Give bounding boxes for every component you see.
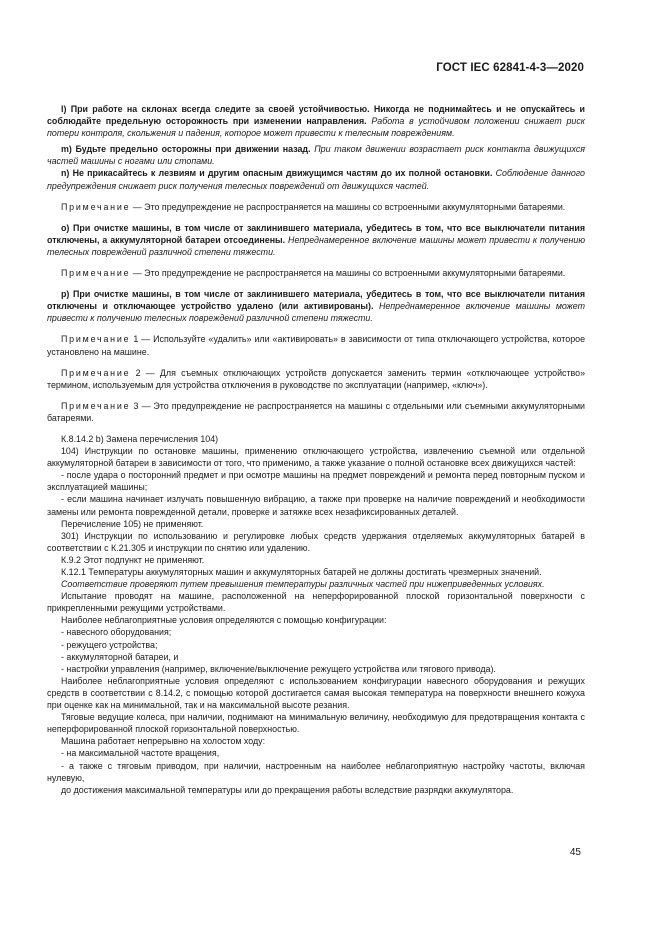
note-1-text: — Это предупреждение не распространяется на машины со встроенными аккумуляторными батареями. bbox=[132, 201, 566, 212]
item-l-bold: l) При работе на склонах всегда следите за своей устойчивостью. Никогда не поднимайтесь и не опускайтесь и соблюдайте предельную осторожность при изменении направления. bbox=[47, 104, 585, 127]
document-header: ГОСТ IEC 62841-4-3—2020 bbox=[436, 62, 584, 74]
item-m bbox=[47, 143, 585, 167]
compliance-text bbox=[47, 578, 585, 590]
note-label: Примечание bbox=[61, 201, 131, 212]
note-p3-text: 3 — Это предупреждение не распространяется на машины с отдельными или съемными аккумуляторными батареями. bbox=[47, 400, 586, 423]
note-2 bbox=[47, 267, 585, 279]
until-para: до достижения максимальной температуры или до прекращения работы вследствие разрядки аккумулятора. bbox=[61, 784, 514, 795]
list-item: - после удара о посторонний предмет и при осмотре машины на предмет повреждений и ремонта перед повторным пуском и эксплуатацией машины; bbox=[47, 470, 585, 493]
item-n bbox=[47, 167, 585, 191]
item-o-bold: o) При очистке машины, в том числе от заклинившего материала, убедитесь в том, что все выключатели питания отключены, а аккумуляторной батареи отсоединены. bbox=[47, 222, 585, 245]
note-label: Примечание bbox=[61, 268, 131, 279]
page-number: 45 bbox=[569, 847, 581, 858]
note-p2-text: 2 — Для съемных отключающих устройств допускается заменить термин «отключающее устройство» термином, используемым для устройства отключения в руководстве по эксплуатации (например, «ключ»). bbox=[47, 367, 586, 390]
clause-k8142: К.8.14.2 b) Замена перечисления 104) bbox=[61, 433, 219, 444]
item-m-italic: При таком движении возрастает риск контакта движущихся частей машины с ногами или стопами. bbox=[47, 144, 585, 167]
list-item: - на максимальной частоте вращения, bbox=[61, 748, 220, 759]
item-p bbox=[47, 288, 585, 324]
note-p1-text: 1 — Используйте «удалить» или «активировать» в зависимости от типа отключающего устройства, которое установлено на машине. bbox=[47, 334, 585, 357]
item-o bbox=[47, 222, 585, 258]
para-301: 301) Инструкции по использованию и регулировке любых средств удержания отделяемых аккумуляторных батарей в соответствии с К.21.305 и инструкции по снятию или удалению. bbox=[47, 530, 585, 553]
item-o-italic: Непреднамеренное включение машины может привести к получению телесных повреждений различной степени тяжести. bbox=[47, 234, 586, 257]
item-l-italic: Работа в устойчивом положении снижает риск потери контроля, скольжения и падения, которое может привести к телесным повреждениям. bbox=[47, 116, 585, 139]
clause-k121: К.12.1 Температуры аккумуляторных машин и аккумуляторных батарей не должны достигать чрезмерных значений. bbox=[61, 567, 542, 577]
clause-k92: К.9.2 Этот подпункт не применяют. bbox=[61, 554, 205, 565]
list-item: - навесного оборудования; bbox=[61, 627, 172, 638]
wheels-para: Тяговые ведущие колеса, при наличии, поднимают на минимальную величину, необходимую для предотвращения контакта с неперфорированной плоской горизонтальной поверхностью. bbox=[47, 712, 585, 735]
list-item: - аккумуляторной батареи, и bbox=[61, 651, 179, 662]
list-item: - настройки управления (например, включение/выключение режущего устройства или тягового привода). bbox=[61, 663, 496, 674]
item-l bbox=[47, 103, 585, 139]
note-p1 bbox=[47, 333, 585, 357]
note-1 bbox=[47, 201, 585, 213]
document-body bbox=[47, 103, 585, 796]
list-item: - если машина начинает излучать повышенную вибрацию, а также при проверке на наличие повреждений и необходимости замены или ремонта поврежденной детали, проверке и затяжке всех незафиксированных деталей. bbox=[47, 494, 585, 517]
item-n-bold: n) Не прикасайтесь к лезвиям и другим опасным движущимся частям до их полной остановки. bbox=[61, 168, 493, 179]
note-label: Примечание bbox=[61, 367, 131, 378]
note-p3 bbox=[47, 400, 585, 424]
note-label: Примечание bbox=[61, 400, 131, 411]
list-item: - режущего устройства; bbox=[61, 639, 158, 650]
list-item: - а также с тяговым приводом, при наличии, настроенным на наиболее неблагоприятную настройку частоты, включая нулевую, bbox=[47, 760, 585, 783]
note-label: Примечание bbox=[61, 334, 131, 345]
item-p-bold: p) При очистке машины, в том числе от заклинившего материала, убедитесь в том, что все выключатели питания отключены и отключающее устройство удалено (или активированы). bbox=[47, 289, 585, 312]
compliance-italic: Соответствие проверяют путем превышения температуры различных частей при нижеприведенных условиях. bbox=[61, 579, 545, 590]
note-p2 bbox=[47, 367, 585, 391]
worst-para: Наиболее неблагоприятные условия определяются с помощью конфигурации: bbox=[61, 615, 387, 626]
worst2-para: Наиболее неблагоприятные условия определяют с использованием конфигурации навесного оборудования и режущих средств в соответствии с 8.14.2, с помощью которой достигается самая высокая температура на поверхности внешнего кожуха при оценке как на минимальной, так и на максимальной высоте резания. bbox=[47, 675, 585, 711]
idle-para: Машина работает непрерывно на холостом ходу: bbox=[61, 736, 266, 747]
item-p-italic: Непреднамеренное включение машины может привести к получению телесных повреждений различной степени тяжести. bbox=[47, 301, 585, 324]
note-2-text: — Это предупреждение не распространяется на машины со встроенными аккумуляторными батареями. bbox=[132, 268, 566, 279]
item-n-italic: Соблюдение данного предупреждения снижает риск получения телесных повреждений от движущихся частей. bbox=[47, 168, 585, 191]
test-para: Испытание проводят на машине, расположенной на неперфорированной плоской горизонтальной поверхности с прикрепленными режущими устройствами. bbox=[47, 591, 585, 614]
item-m-bold: m) Будьте предельно осторожны при движении назад. bbox=[61, 144, 311, 155]
para-105: Перечисление 105) не применяют. bbox=[61, 518, 204, 529]
para-104: 104) Инструкции по остановке машины, применению отключающего устройства, извлечению съемной или отдельной аккумуляторной батареи в зависимости от того, что применимо, а также указание о полной остановке всех движущихся частей: bbox=[47, 446, 585, 469]
